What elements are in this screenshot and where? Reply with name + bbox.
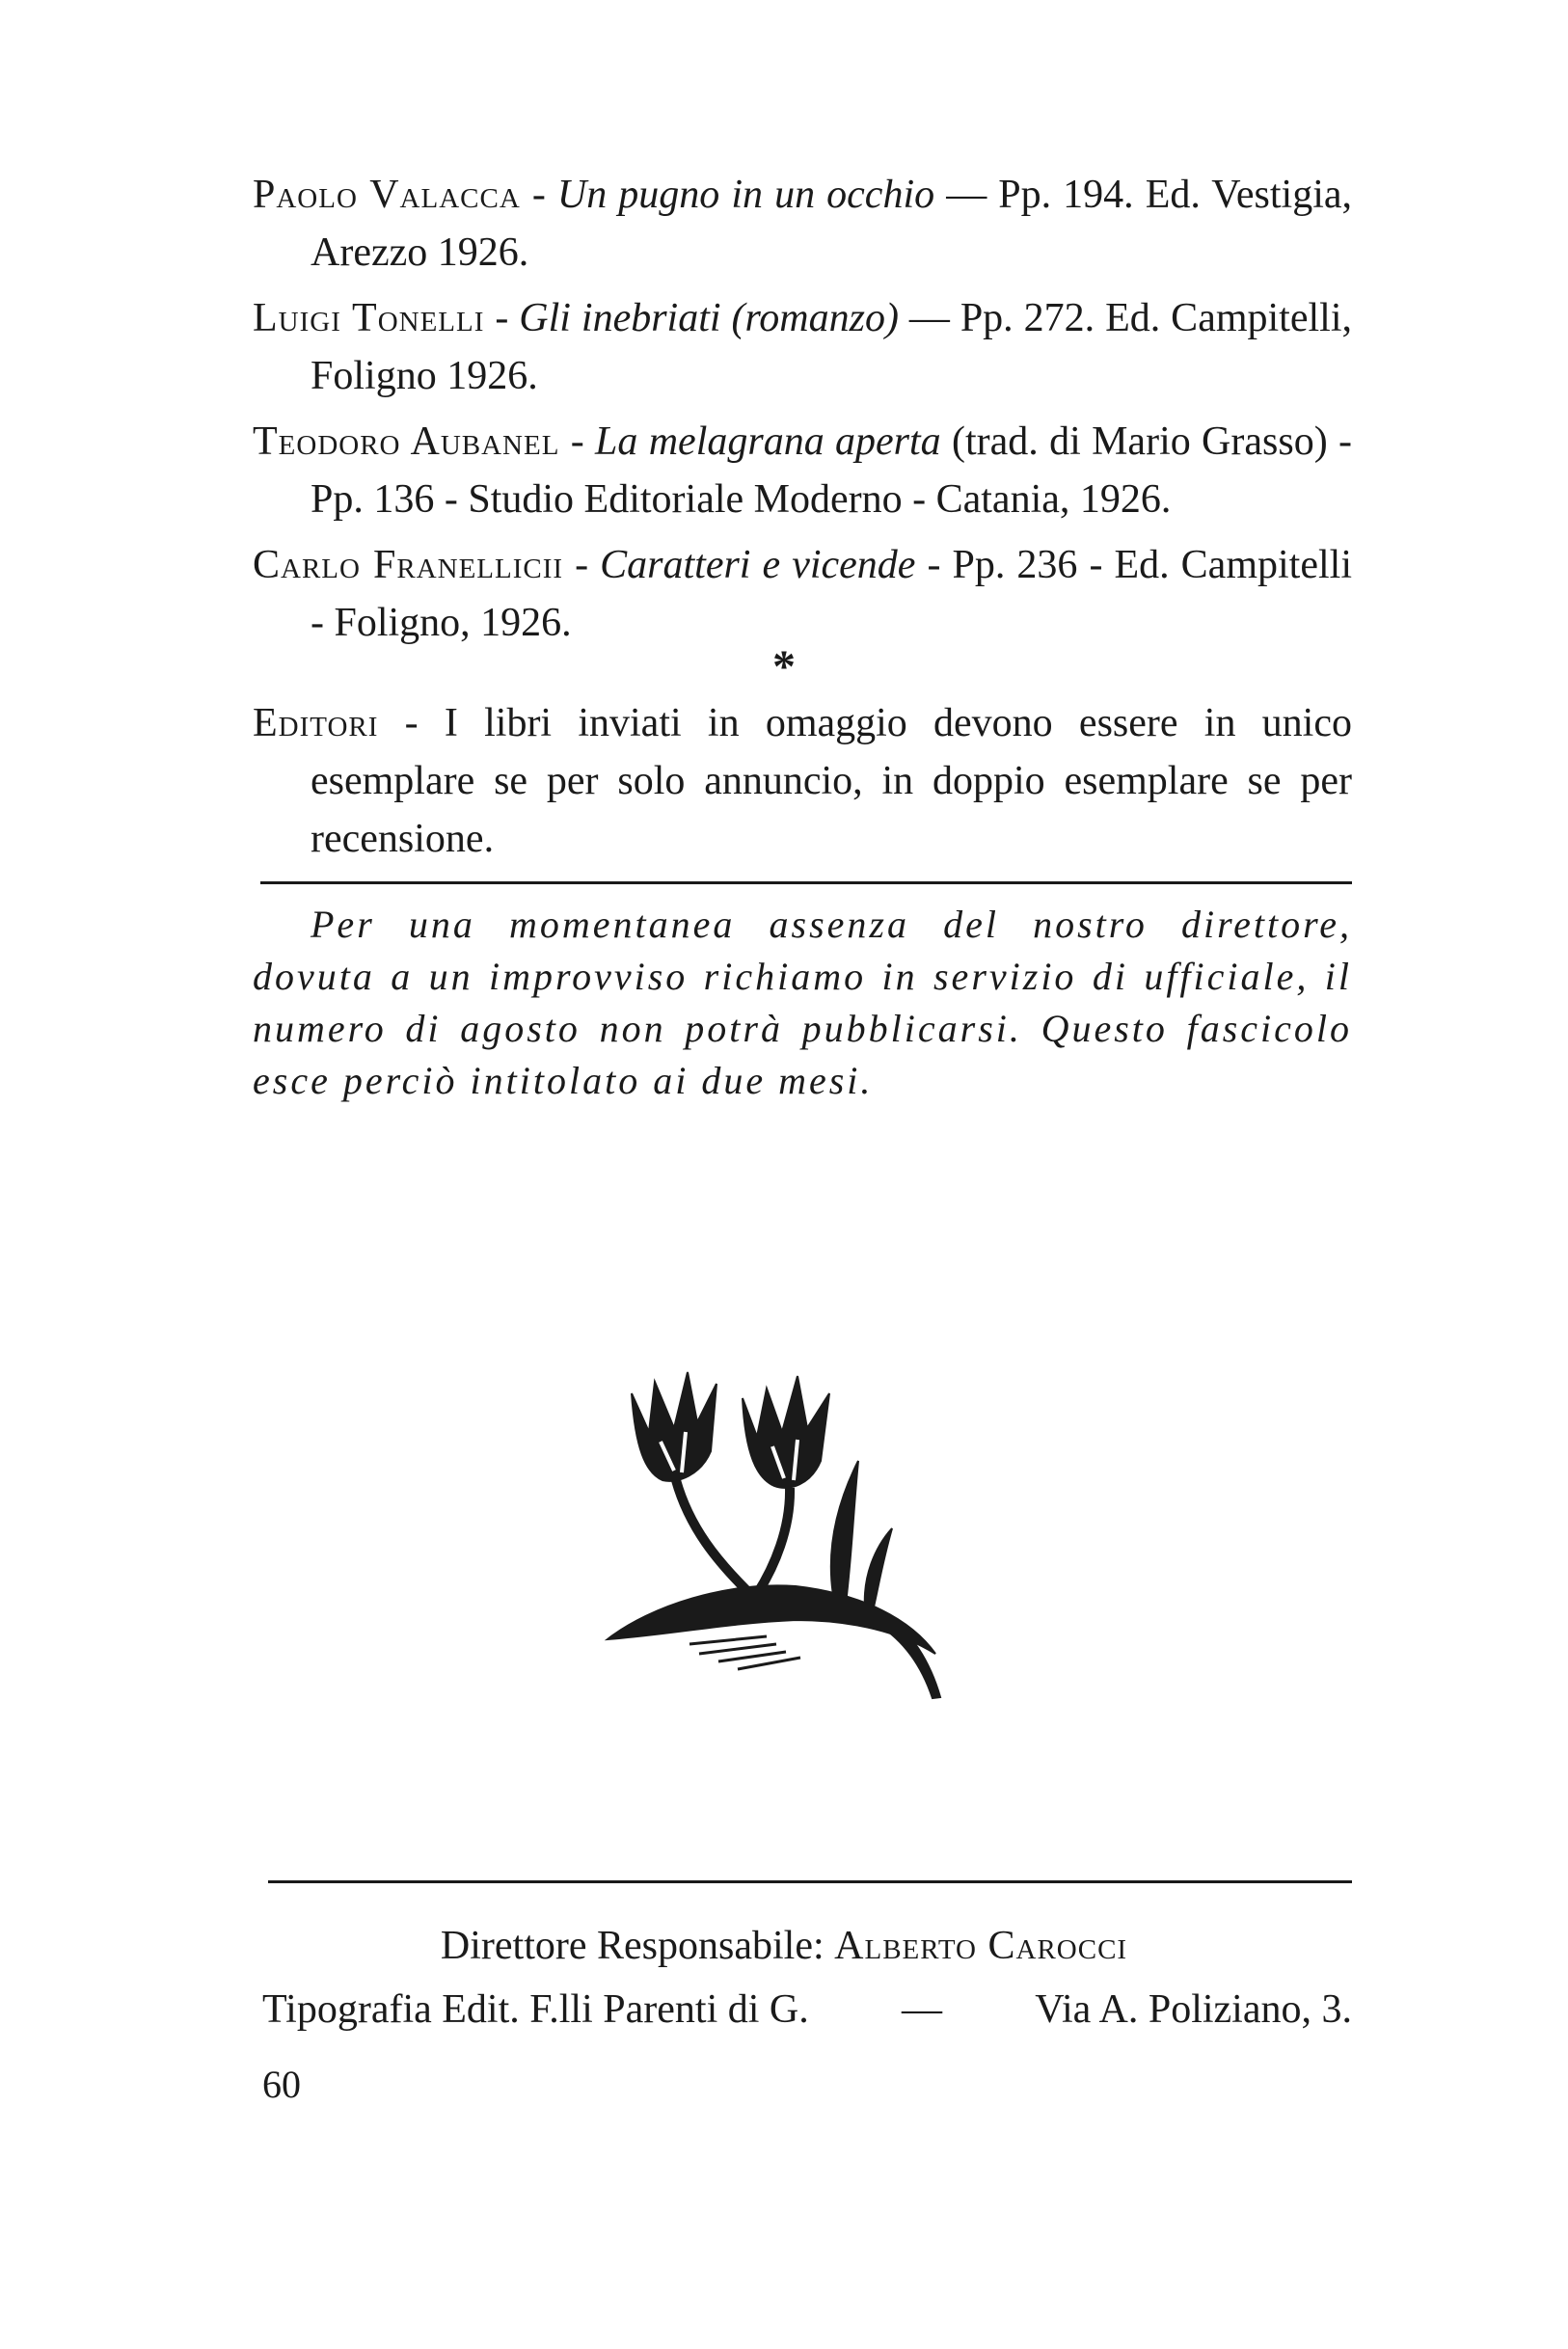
book-list (253, 166, 1352, 660)
director-name: Alberto Carocci (834, 1924, 1128, 1968)
publishers-separator: - (378, 701, 445, 745)
book-separator: - (563, 543, 601, 587)
book-details: — Pp. 272. Ed. Campitelli, Foligno 1926. (311, 296, 1352, 398)
publishers-note (253, 694, 1352, 876)
book-separator: - (484, 296, 520, 340)
book-title: Caratteri e vicende (600, 543, 916, 587)
divider-rule (260, 881, 1352, 884)
book-author: Teodoro Aubanel (253, 419, 560, 464)
editorial-notice: Per una momentanea assenza del nostro direttore, dovuta a un improvviso richiamo in servizio di ufficiale, il numero di agosto non potrà pubblicarsi. Questo fascicolo esce perciò intitolato ai due mesi. (253, 903, 1352, 1102)
book-details: (trad. di Mario Grasso) - Pp. 136 - Studio Editoriale Moderno - Catania, 1926. (311, 419, 1352, 522)
book-entry (253, 166, 1352, 282)
publishers-body: I libri inviati in omaggio devono essere in unico esemplare se per solo annuncio, in doppio esemplare se per recensione. (311, 701, 1352, 861)
footer-divider-rule (268, 1880, 1352, 1883)
director-label: Direttore Responsabile: (440, 1924, 825, 1968)
book-separator: - (520, 173, 557, 217)
tulip-ornament-icon (593, 1355, 998, 1702)
book-author: Carlo Franellicii (253, 543, 564, 587)
printer-line (262, 1986, 1352, 2033)
book-details: — Pp. 194. Ed. Vestigia, Arezzo 1926. (311, 173, 1353, 275)
book-entry (253, 536, 1352, 652)
book-entry (253, 289, 1352, 405)
book-title: Un pugno in un occhio (556, 173, 935, 217)
printer-address: Via A. Poliziano, 3. (1035, 1987, 1352, 2032)
publishers-label: Editori (253, 701, 379, 745)
book-title: La melagrana aperta (595, 419, 941, 464)
printer-dash: — (901, 1987, 942, 2032)
publishers-note-text (253, 694, 1352, 868)
book-author: Paolo Valacca (253, 173, 521, 217)
printer-name: Tipografia Edit. F.lli Parenti di G. (262, 1987, 809, 2032)
book-separator: - (559, 419, 596, 464)
book-title: Gli inebriati (romanzo) (519, 296, 899, 340)
director-line (0, 1923, 1568, 1969)
book-author: Luigi Tonelli (253, 296, 485, 340)
book-entry (253, 413, 1352, 528)
section-asterisk: * (772, 641, 796, 692)
page-number: 60 (262, 2063, 301, 2106)
book-details: - Pp. 236 - Ed. Campitelli - Foligno, 1926. (311, 543, 1352, 645)
